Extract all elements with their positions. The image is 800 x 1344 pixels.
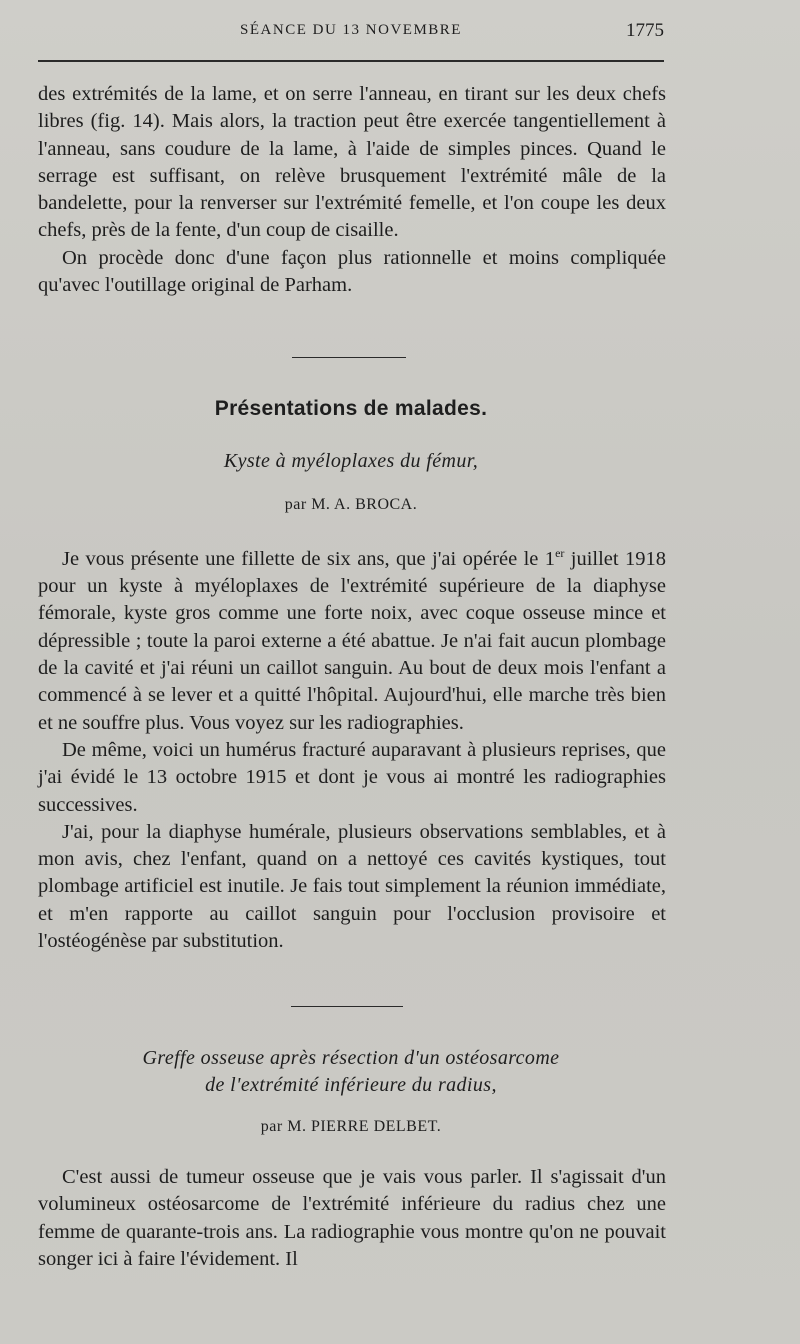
article1-paragraph-1 (38, 540, 666, 737)
intro-text (38, 81, 666, 299)
article1-author: par M. A. BROCA. (284, 496, 418, 513)
article2-title (38, 1045, 664, 1099)
section-divider (292, 357, 406, 358)
article1-paragraph-1-end: juillet 1918 pour un kyste à myéloplaxes de l'extrémité supérieure de la diaphyse fémorale, kyste gros comme une forte noix, avec coque osseuse mince et dépressible ; toute la paroi externe a été abattue. Je n'ai fait aucun plombage de la cavité et j'ai réuni un caillot sanguin. Au bout de deux mois l'enfant a commencé à se lever et a quitté l'hôpital. Aujourd'hui, elle marche très bien et ne souffre plus. Vous voyez sur les radiographies. (38, 547, 666, 734)
running-head: SÉANCE DU 13 NOVEMBRE (240, 22, 462, 38)
intro-paragraph-2: On procède donc d'une façon plus rationnelle et moins compliquée qu'avec l'outillage original de Parham. (38, 246, 666, 297)
article2-paragraph-1: C'est aussi de tumeur osseuse que je vais vous parler. Il s'agissait d'un volumineux ostéosarcome de l'extrémité inférieure du radius chez une femme de quarante-trois ans. La radiographie vous montre qu'on ne pouvait songer ici à faire l'évidement. Il (38, 1166, 666, 1270)
article1-paragraph-3: J'ai, pour la diaphyse humérale, plusieurs observations semblables, et à mon avis, chez l'enfant, quand on a nettoyé ces cavités kystiques, tout plombage artificiel est inutile. Je fais tout simplement la réunion immédiate, et m'en rapporte au caillot sanguin pour l'occlusion provisoire et l'ostéogénèse par substitution. (38, 820, 666, 952)
ordinal-superscript: er (555, 546, 565, 560)
header-rule (38, 60, 664, 62)
article1-title: Kyste à myéloplaxes du fémur, (223, 450, 479, 472)
article1-paragraph-1-start: Je vous présente une fillette de six ans, que j'ai opérée le 1 (62, 547, 556, 570)
page-number: 1775 (626, 20, 664, 41)
article2-text (38, 1164, 666, 1273)
page-header (38, 20, 664, 46)
section-heading: Présentations de malades. (214, 397, 488, 420)
article1-paragraph-2: De même, voici un humérus fracturé auparavant à plusieurs reprises, que j'ai évidé le 13 octobre 1915 et dont je vous ai montré les radiographies successives. (38, 738, 666, 816)
intro-paragraph-1: des extrémités de la lame, et on serre l'anneau, en tirant sur les deux chefs libres (fig. 14). Mais alors, la traction peut être exercée tangentiellement à l'anneau, sans coudure de la lame, à l'aide de simples pinces. Quand le serrage est suffisant, on relève brusquement l'extrémité mâle de la bandelette, pour la renverser sur l'extrémité femelle, et l'on coupe les deux chefs, près de la fente, d'un coup de cisaille. (38, 83, 666, 242)
article2-title-line-2: de l'extrémité inférieure du radius, (205, 1074, 497, 1096)
article2-author: par M. PIERRE DELBET. (260, 1118, 442, 1135)
article2-title-line-1: Greffe osseuse après résection d'un ostéosarcome (142, 1047, 560, 1069)
article-divider (291, 1006, 403, 1007)
article1-text (38, 540, 666, 955)
